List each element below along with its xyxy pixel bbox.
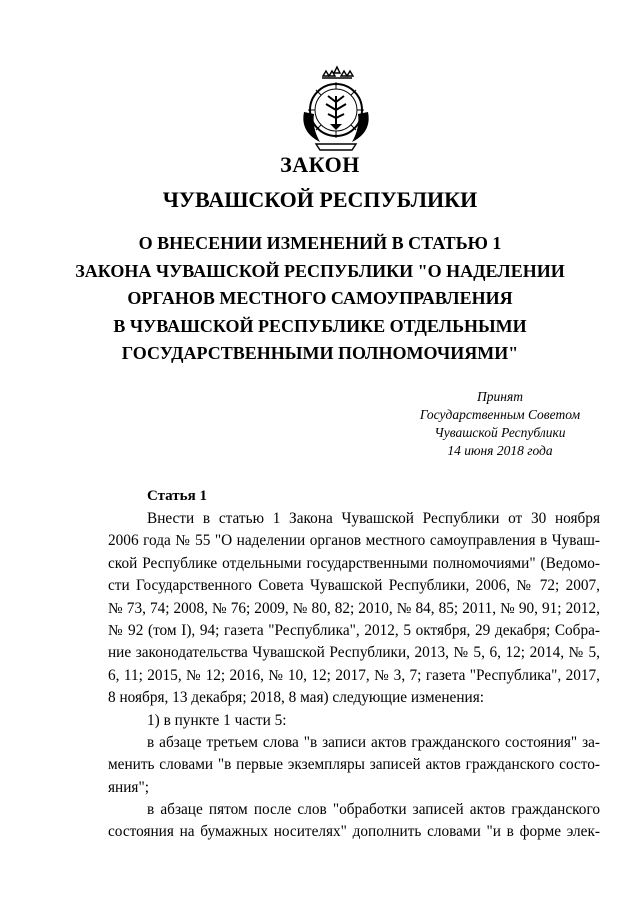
body-line: сти Государственного Совета Чувашской Республики, 2006, № 72; 2007,: [108, 577, 600, 595]
chuvash-republic-coat-of-arms-icon: [290, 62, 382, 154]
subtitle-line: ОРГАНОВ МЕСТНОГО САМОУПРАВЛЕНИЯ: [127, 288, 513, 308]
body-line: № 73, 74; 2008, № 76; 2009, № 80, 82; 2010, № 84, 85; 2011, № 90, 91; 2012,: [108, 599, 600, 617]
subtitle-line: ЗАКОНА ЧУВАШСКОЙ РЕСПУБЛИКИ "О НАДЕЛЕНИИ: [75, 260, 565, 281]
adoption-line: Государственным Советом: [419, 407, 581, 422]
body-line: менить словами "в первые экземпляры записей актов гражданского состо-: [108, 756, 600, 774]
subtitle-line: ГОСУДАРСТВЕННЫМИ ПОЛНОМОЧИЯМИ": [121, 343, 519, 363]
body-line: ской Республике отдельными государственными полномочиями" (Ведомо-: [108, 554, 600, 572]
article-body: [108, 508, 600, 844]
adoption-line: Принят: [477, 389, 523, 404]
body-line: Внести в статью 1 Закона Чувашской Республики от 30 ноября: [147, 510, 600, 527]
body-line: 6, 11; 2015, № 12; 2016, № 10, 12; 2017, № 3, 7; газета "Республика", 2017,: [108, 666, 600, 684]
article-heading: Статья 1: [147, 488, 207, 504]
adoption-note: [380, 388, 620, 460]
issuer-title: ЧУВАШСКОЙ РЕСПУБЛИКИ: [162, 187, 478, 212]
subtitle-line: О ВНЕСЕНИИ ИЗМЕНЕНИЙ В СТАТЬЮ 1: [138, 233, 502, 253]
body-line: яния";: [108, 778, 149, 796]
subtitle-line: В ЧУВАШСКОЙ РЕСПУБЛИКЕ ОТДЕЛЬНЫМИ: [113, 315, 527, 336]
body-line: в абзаце третьем слова "в записи актов гражданского состояния" за-: [147, 733, 600, 751]
body-line: 8 ноября, 13 декабря; 2018, 8 мая) следующие изменения:: [108, 689, 484, 707]
body-line: состояния на бумажных носителях" дополнить словами "и в форме элек-: [108, 823, 600, 841]
law-subtitle: [0, 230, 640, 368]
body-line: ние законодательства Чувашской Республики, 2013, № 5, 6, 12; 2014, № 5,: [108, 644, 600, 662]
document-type-title: ЗАКОН: [280, 152, 360, 177]
body-line: 2006 года № 55 "О наделении органов местного самоуправления в Чуваш-: [108, 532, 600, 550]
body-line: в абзаце пятом после слов "обработки записей актов гражданского: [147, 801, 600, 819]
body-line: № 92 (том I), 94; газета "Республика", 2012, 5 октября, 29 декабря; Собра-: [108, 621, 600, 639]
coat-of-arms-emblem: [290, 62, 382, 154]
adoption-line: Чувашской Республики: [434, 425, 566, 440]
body-line: 1) в пункте 1 части 5:: [147, 711, 287, 729]
adoption-date: 14 июня 2018 года: [447, 443, 553, 458]
